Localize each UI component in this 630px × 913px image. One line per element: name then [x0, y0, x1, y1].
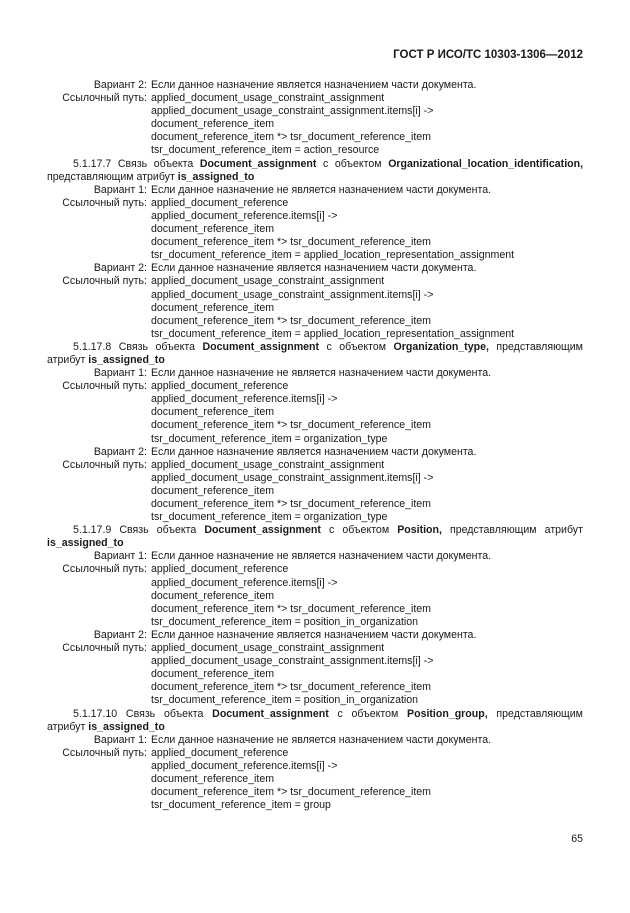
path-row [47, 302, 583, 315]
path-row [47, 118, 583, 131]
path-text: document_reference_item *> tsr_document_reference_item [151, 131, 432, 144]
path-row [47, 590, 583, 603]
path-row [47, 406, 583, 419]
path-row [47, 616, 583, 629]
section-heading-5-1-17-7: 5.1.17.7 Связь объекта Document_assignment с объектом Organizational_location_identification, [73, 157, 584, 170]
path-row [47, 144, 583, 157]
variant-row [47, 629, 583, 642]
path-row [47, 786, 583, 799]
variant-label: Вариант 2: [93, 445, 147, 458]
variant-text: Если данное назначение не является назначением части документа. [151, 733, 492, 746]
path-row [47, 773, 583, 786]
path-text: tsr_document_reference_item = applied_location_representation_assignment [151, 249, 515, 262]
path-row [47, 642, 583, 655]
ref-path-label: Ссылочный путь: [62, 642, 147, 655]
path-row [47, 92, 583, 105]
path-row [47, 498, 583, 511]
path-row [47, 380, 583, 393]
ref-path-label: Ссылочный путь: [62, 92, 147, 105]
path-row [47, 472, 583, 485]
path-row [47, 289, 583, 302]
path-text: applied_document_reference.items[i] -> [151, 393, 338, 406]
path-text: document_reference_item *> tsr_document_reference_item [151, 681, 432, 694]
path-text: applied_document_reference [151, 746, 289, 759]
path-text: applied_document_usage_constraint_assignment.items[i] -> [151, 471, 434, 484]
path-text: document_reference_item *> tsr_document_reference_item [151, 419, 432, 432]
variant-row [47, 367, 583, 380]
variant-text: Если данное назначение является назначением части документа. [151, 445, 477, 458]
path-text: document_reference_item [151, 668, 275, 681]
path-row [47, 419, 583, 432]
variant-text: Если данное назначение является назначением части документа. [151, 79, 477, 91]
path-text: document_reference_item *> tsr_document_reference_item [151, 236, 432, 249]
path-row [47, 223, 583, 236]
path-row [47, 485, 583, 498]
path-row [47, 603, 583, 616]
path-row [47, 459, 583, 472]
ref-path-label: Ссылочный путь: [62, 746, 147, 759]
path-text: tsr_document_reference_item = position_in_organization [151, 694, 419, 707]
path-text: applied_document_usage_constraint_assignment.items[i] -> [151, 288, 434, 301]
variant-text: Если данное назначение не является назначением части документа. [151, 367, 492, 380]
path-row [47, 694, 583, 707]
variant-row [47, 446, 583, 459]
path-text: applied_document_reference [151, 380, 289, 393]
section-heading-5-1-17-10: 5.1.17.10 Связь объекта Document_assignment с объектом Position_group, представляющим [73, 707, 583, 720]
section-heading-continuation: атрибут is_assigned_to [47, 720, 165, 733]
variant-row [47, 79, 583, 92]
variant-text: Если данное назначение является назначением части документа. [151, 628, 477, 641]
path-text: document_reference_item [151, 484, 275, 497]
path-text: applied_document_usage_constraint_assignment.items[i] -> [151, 105, 434, 118]
path-text: applied_document_reference [151, 196, 289, 209]
section-heading-continuation: представляющим атрибут is_assigned_to [47, 170, 255, 183]
path-row [47, 433, 583, 446]
path-text: document_reference_item [151, 406, 275, 419]
path-text: applied_document_usage_constraint_assignment [151, 92, 385, 105]
document-body [47, 79, 583, 812]
ref-path-label: Ссылочный путь: [62, 380, 147, 393]
path-row [47, 236, 583, 249]
path-row [47, 655, 583, 668]
path-text: tsr_document_reference_item = organization_type [151, 432, 388, 445]
path-row [47, 747, 583, 760]
path-row [47, 105, 583, 118]
path-text: document_reference_item [151, 301, 275, 314]
variant-text: Если данное назначение является назначением части документа. [151, 262, 477, 275]
path-text: tsr_document_reference_item = organization_type [151, 511, 388, 524]
variant-label: Вариант 1: [93, 733, 147, 746]
variant-row [47, 184, 583, 197]
path-row [47, 210, 583, 223]
path-text: document_reference_item *> tsr_document_reference_item [151, 602, 432, 615]
path-row [47, 328, 583, 341]
path-row [47, 197, 583, 210]
ref-path-label: Ссылочный путь: [62, 196, 147, 209]
path-text: applied_document_usage_constraint_assignment.items[i] -> [151, 655, 434, 668]
page-header: ГОСТ Р ИСО/ТС 10303-1306—2012 [393, 49, 583, 61]
variant-label: Вариант 1: [93, 367, 147, 380]
ref-path-label: Ссылочный путь: [62, 458, 147, 471]
path-row [47, 393, 583, 406]
path-row [47, 760, 583, 773]
path-text: document_reference_item [151, 772, 275, 785]
path-text: applied_document_usage_constraint_assignment [151, 642, 385, 655]
path-row [47, 577, 583, 590]
path-row [47, 799, 583, 812]
page-number: 65 [571, 833, 583, 845]
variant-label: Вариант 1: [93, 183, 147, 196]
path-text: applied_document_usage_constraint_assignment [151, 275, 385, 288]
path-text: applied_document_reference [151, 563, 289, 576]
variant-text: Если данное назначение не является назначением части документа. [151, 183, 492, 196]
path-text: tsr_document_reference_item = group [151, 799, 331, 812]
path-row [47, 668, 583, 681]
path-row [47, 681, 583, 694]
path-text: applied_document_reference.items[i] -> [151, 576, 338, 589]
section-heading-5-1-17-9: 5.1.17.9 Связь объекта Document_assignment с объектом Position, представляющим атрибут [73, 524, 583, 537]
variant-label: Вариант 1: [93, 550, 147, 563]
path-row [47, 315, 583, 328]
path-text: tsr_document_reference_item = action_resource [151, 144, 380, 157]
path-text: document_reference_item *> tsr_document_reference_item [151, 498, 432, 510]
variant-row [47, 550, 583, 563]
variant-text: Если данное назначение не является назначением части документа. [151, 550, 492, 563]
variant-label: Вариант 2: [93, 628, 147, 641]
path-text: tsr_document_reference_item = applied_location_representation_assignment [151, 327, 515, 340]
path-row [47, 511, 583, 524]
path-row [47, 131, 583, 144]
variant-label: Вариант 2: [93, 262, 147, 275]
path-text: applied_document_reference.items[i] -> [151, 209, 338, 222]
path-row [47, 249, 583, 262]
variant-label: Вариант 2: [93, 79, 147, 91]
path-text: document_reference_item [151, 223, 275, 236]
path-row [47, 563, 583, 576]
path-text: document_reference_item *> tsr_document_reference_item [151, 786, 432, 799]
ref-path-label: Ссылочный путь: [62, 563, 147, 576]
variant-row [47, 262, 583, 275]
path-row [47, 275, 583, 288]
path-text: applied_document_usage_constraint_assignment [151, 458, 385, 471]
variant-row [47, 734, 583, 747]
section-heading-continuation: is_assigned_to [47, 537, 124, 550]
section-heading-continuation: атрибут is_assigned_to [47, 353, 165, 366]
path-text: document_reference_item [151, 589, 275, 602]
ref-path-label: Ссылочный путь: [62, 275, 147, 288]
path-text: applied_document_reference.items[i] -> [151, 759, 338, 772]
path-text: document_reference_item [151, 118, 275, 131]
path-text: tsr_document_reference_item = position_in_organization [151, 615, 419, 628]
section-heading-5-1-17-8: 5.1.17.8 Связь объекта Document_assignment с объектом Organization_type, представляющим [73, 340, 583, 353]
path-text: document_reference_item *> tsr_document_reference_item [151, 314, 432, 327]
